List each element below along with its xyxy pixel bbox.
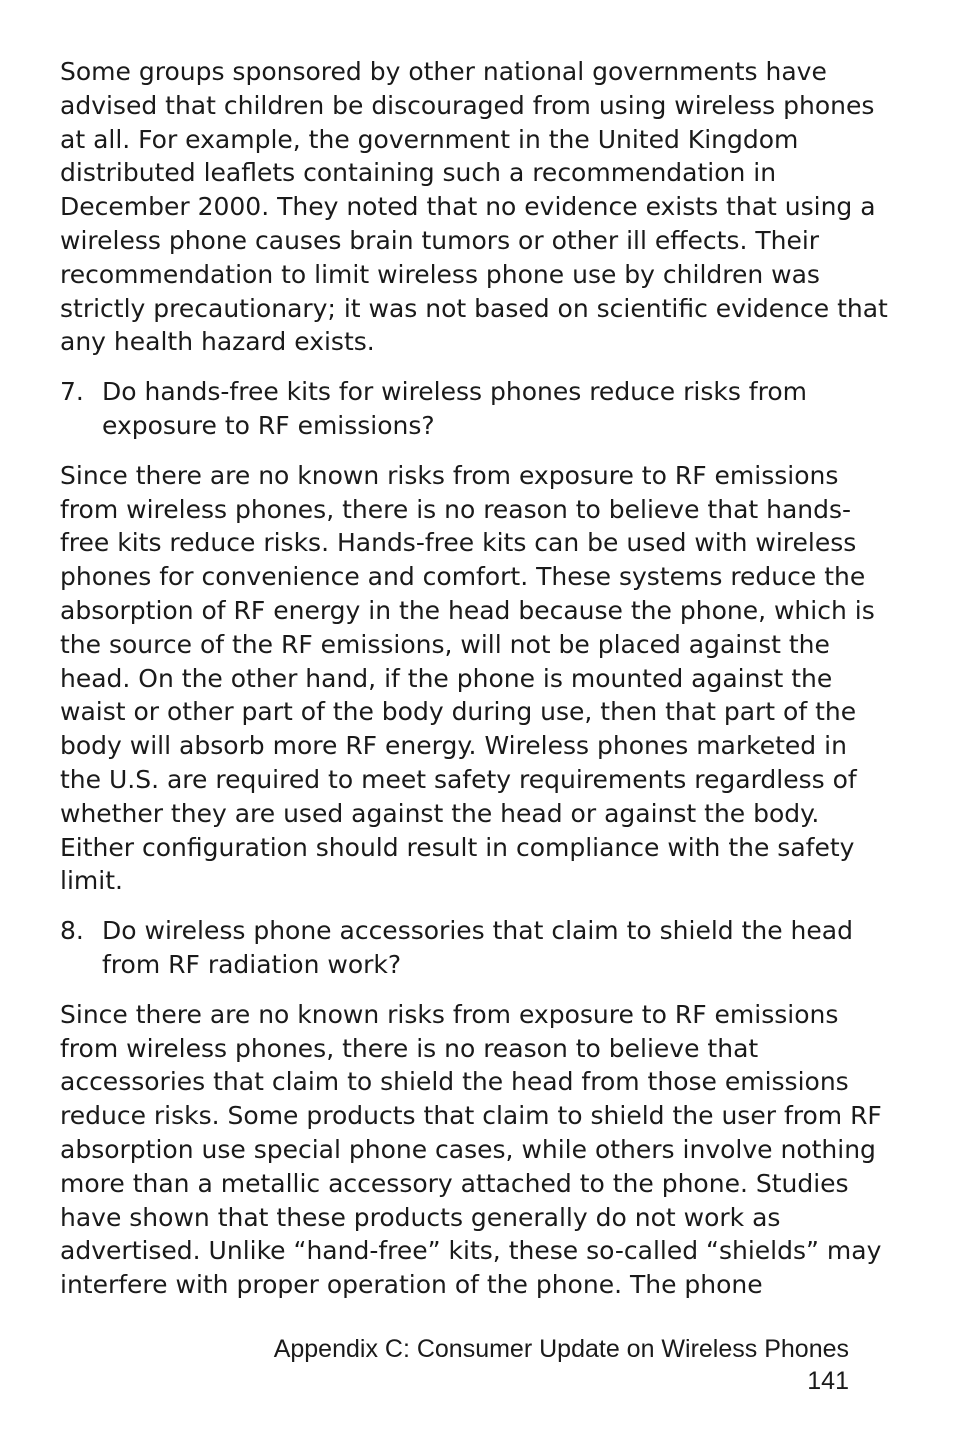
footer-title: Appendix C: Consumer Update on Wireless Phones xyxy=(273,1335,849,1363)
page-footer xyxy=(274,1333,849,1397)
paragraph-children-recommendation: Some groups sponsored by other national governments have advised that children be discouraged from using wireless phones at all. For example, the government in the United Kingdom distributed leaflets containing such a recommendation in December 2000. They noted that no evidence exists that using a wireless phone causes brain tumors or other ill effects. Their recommendation to limit wireless phone use by children was strictly precautionary; it was not based on scientific evidence that any health hazard exists. xyxy=(60,57,888,357)
page-body xyxy=(60,55,890,1318)
question-text: Do hands-free kits for wireless phones reduce risks from exposure to RF emissions? xyxy=(102,377,807,440)
question-8 xyxy=(60,914,890,982)
question-number: 8. xyxy=(60,916,84,946)
page-number: 141 xyxy=(807,1367,849,1395)
question-7 xyxy=(60,375,890,443)
paragraph-hands-free-answer: Since there are no known risks from exposure to RF emissions from wireless phones, there is no reason to believe that hands-free kits reduce risks. Hands-free kits can be used with wireless phones for convenience and comfort. These systems reduce the absorption of RF energy in the head because the phone, which is the source of the RF emissions, will not be placed against the head. On the other hand, if the phone is mounted against the waist or other part of the body during use, then that part of the body will absorb more RF energy. Wireless phones marketed in the U.S. are required to meet safety requirements regardless of whether they are used against the head or against the body. Either configuration should result in compliance with the safety limit. xyxy=(60,460,875,896)
paragraph-shield-answer: Since there are no known risks from exposure to RF emissions from wireless phones, there is no reason to believe that accessories that claim to shield the head from those emissions reduce risks. Some products that claim to shield the user from RF absorption use special phone cases, while others involve nothing more than a metallic accessory attached to the phone. Studies have shown that these products generally do not work as advertised. Unlike “hand-free” kits, these so-called “shields” may interfere with proper operation of the phone. The phone xyxy=(60,999,882,1300)
question-text: Do wireless phone accessories that claim to shield the head from RF radiation work? xyxy=(102,916,853,979)
question-number: 7. xyxy=(60,377,84,407)
